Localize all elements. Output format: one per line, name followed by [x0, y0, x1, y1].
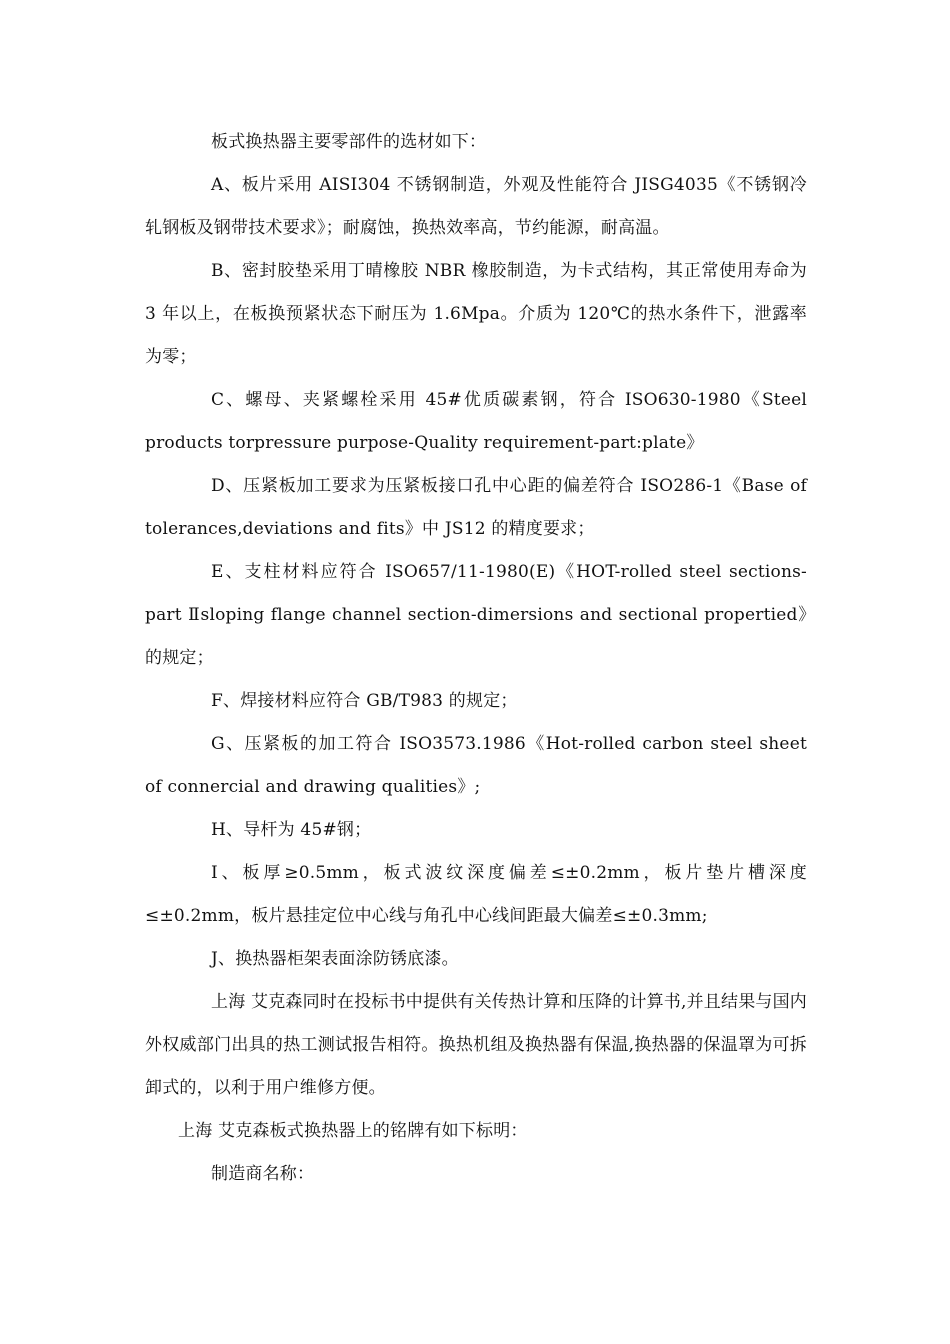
calculation-paragraph: 上海 艾克森同时在投标书中提供有关传热计算和压降的计算书,并且结果与国内外权威部门出具的热工测试报告相符。换热机组及换热器有保温,换热器的保温罩为可拆卸式的，以利于用户维修方便。	[145, 992, 808, 1098]
item-c-paragraph: C、螺母、夹紧螺栓采用 45#优质碳素钢，符合 ISO630-1980《Steel products torpressure purpose-Quality requirement-part:plate》	[145, 390, 807, 453]
item-e-paragraph: E、支柱材料应符合 ISO657/11-1980(E)《HOT-rolled steel sections-part Ⅱsloping flange channel section-dimersions and sectional propertied》的规定；	[145, 562, 807, 668]
item-a-paragraph: A、板片采用 AISI304 不锈钢制造，外观及性能符合 JISG4035《不锈钢冷轧钢板及钢带技术要求》；耐腐蚀，换热效率高，节约能源，耐高温。	[145, 175, 807, 238]
item-d-paragraph: D、压紧板加工要求为压紧板接口孔中心距的偏差符合 ISO286-1《Base of tolerances,deviations and fits》中 JS12 的精度要求；	[145, 476, 807, 539]
manufacturer-name-label: 制造商名称：	[211, 1164, 315, 1184]
item-b-paragraph: B、密封胶垫采用丁晴橡胶 NBR 橡胶制造，为卡式结构，其正常使用寿命为 3 年以上，在板换预紧状态下耐压为 1.6Mpa。介质为 120℃的热水条件下，泄露率为零；	[145, 261, 807, 367]
item-h-paragraph: H、导杆为 45#钢；	[211, 820, 372, 840]
item-i-paragraph: I、板厚≥0.5mm，板式波纹深度偏差≤±0.2mm，板片垫片槽深度≤±0.2mm，板片悬挂定位中心线与角孔中心线间距最大偏差≤±0.3mm;	[145, 863, 807, 926]
nameplate-paragraph: 上海 艾克森板式换热器上的铭牌有如下标明：	[178, 1121, 528, 1141]
intro-paragraph: 板式换热器主要零部件的选材如下：	[211, 132, 487, 152]
item-j-paragraph: J、换热器柜架表面涂防锈底漆。	[211, 949, 459, 969]
item-g-paragraph: G、压紧板的加工符合 ISO3573.1986《Hot-rolled carbon steel sheet of connercial and drawing qualities》;	[145, 734, 807, 797]
item-f-paragraph: F、焊接材料应符合 GB/T983 的规定；	[211, 691, 518, 711]
